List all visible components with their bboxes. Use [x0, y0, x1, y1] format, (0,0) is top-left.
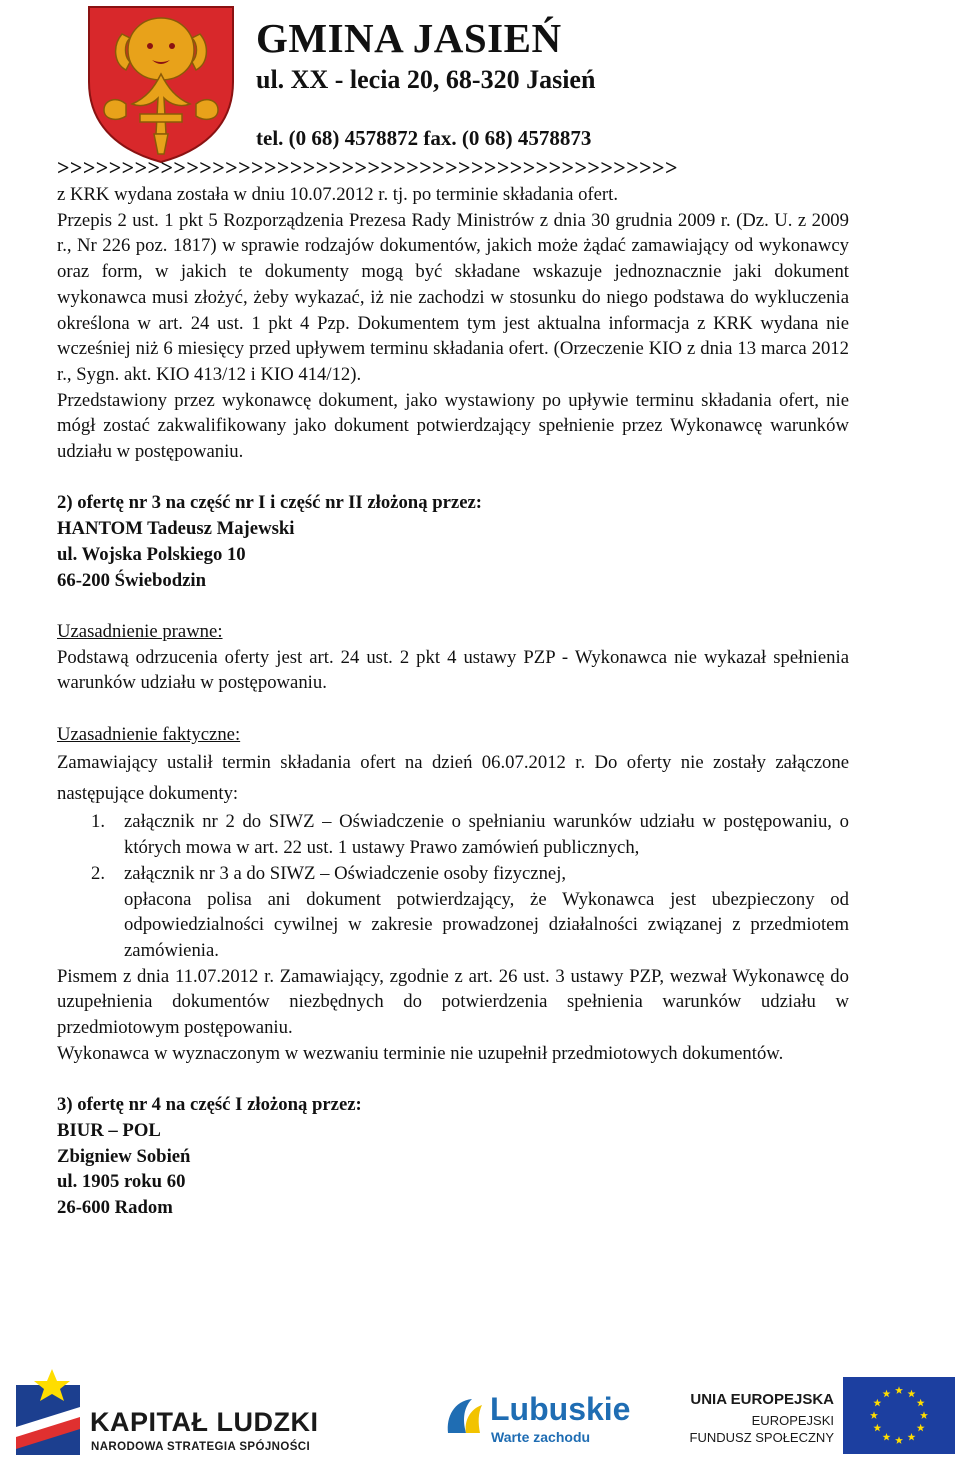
- missing-documents-list: [57, 809, 849, 886]
- offer-heading: 3) ofertę nr 4 na część I złożoną przez:: [57, 1094, 362, 1116]
- offer-line: ul. Wojska Polskiego 10: [57, 543, 246, 565]
- offer-line: 26-600 Radom: [57, 1196, 173, 1218]
- offer-line: 66-200 Świebodzin: [57, 569, 206, 591]
- document-body: [57, 182, 849, 1221]
- legal-basis-text: Podstawą odrzucenia oferty jest art. 24 ust. 2 pkt 4 ustawy PZP - Wykonawca nie wykazał spełnienia warunków udziału w postępowaniu.: [57, 646, 849, 694]
- legal-basis-heading: Uzasadnienie prawne:: [57, 620, 223, 642]
- kapital-ludzki-subtitle: NARODOWA STRATEGIA SPÓJNOŚCI: [91, 1441, 311, 1453]
- list-item: [57, 809, 849, 860]
- footer-logos: [0, 1355, 960, 1475]
- offer-heading: 2) ofertę nr 3 na część nr I i część nr II złożoną przez:: [57, 492, 483, 514]
- municipality-address: ul. XX - lecia 20, 68-320 Jasień: [256, 65, 596, 94]
- eu-fund-line2: FUNDUSZ SPOŁECZNY: [689, 1430, 834, 1445]
- lubuskie-title: Lubuskie: [490, 1391, 631, 1427]
- list-item-text: załącznik nr 3 a do SIWZ – Oświadczenie osoby fizycznej,: [124, 862, 567, 884]
- eu-fund-line1: EUROPEJSKI: [751, 1413, 834, 1428]
- paragraph: z KRK wydana została w dniu 10.07.2012 r. tj. po terminie składania ofert.: [57, 184, 619, 205]
- municipality-title: GMINA JASIEŃ: [256, 15, 562, 61]
- spacer: [57, 465, 849, 491]
- kapital-ludzki-star-icon: [12, 1367, 92, 1459]
- paragraph: Przepis 2 ust. 1 pkt 5 Rozporządzenia Prezesa Rady Ministrów z dnia 30 grudnia 2009 r. (Dz. U. z 2009 r., Nr 226 poz. 1817) w sprawie rodzajów dokumentów, jakich może żądać zamawiający od wykonawcy oraz form, w jakich te dokumenty mogą być składane wskazuje jednoznacznie jaki dokument wykonawca musi złożyć, żeby wykazać, iż nie zachodzi w stosunku do niego podstawa do wykluczenia określona w art. 24 ust. 1 pkt 4 Pzp. Dokumentem tym jest aktualna informacja z KRK wydana nie wcześniej niż 6 miesięcy przed upływem terminu składania ofert. (Orzeczenie KIO z dnia 13 marca 2012 r., Sygn. akt. KIO 413/12 i KIO 414/12).: [57, 209, 849, 385]
- factual-basis-text: Zamawiający ustalił termin składania ofert na dzień 06.07.2012 r. Do oferty nie zostały załączone następujące dokumenty:: [57, 752, 849, 805]
- eu-flag-icon: [843, 1377, 955, 1454]
- offer-line: BIUR – POL: [57, 1119, 161, 1141]
- lubuskie-subtitle: Warte zachodu: [491, 1429, 591, 1445]
- coat-of-arms-icon: [86, 4, 236, 164]
- list-item-number: 1.: [91, 811, 106, 833]
- municipality-contact: tel. (0 68) 4578872 fax. (0 68) 4578873: [256, 126, 592, 150]
- paragraph: Wykonawca w wyznaczonym w wezwaniu terminie nie uzupełnił przedmiotowych dokumentów.: [57, 1042, 784, 1064]
- offer-line: Zbigniew Sobień: [57, 1145, 191, 1167]
- eu-title: UNIA EUROPEJSKA: [690, 1391, 834, 1408]
- kapital-ludzki-title: KAPITAŁ LUDZKI: [90, 1407, 319, 1437]
- paragraph: Pismem z dnia 11.07.2012 r. Zamawiający, zgodnie z art. 26 ust. 3 ustawy PZP, wezwał Wykonawcę do uzupełnienia dokumentów niezbędnych do potwierdzenia spełnienia warunków udziału w przedmiotowym postępowaniu.: [57, 965, 849, 1039]
- lubuskie-icon: [444, 1395, 486, 1437]
- offer-line: ul. 1905 roku 60: [57, 1171, 186, 1193]
- factual-basis-heading: Uzasadnienie faktyczne:: [57, 723, 241, 745]
- header-separator: >>>>>>>>>>>>>>>>>>>>>>>>>>>>>>>>>>>>>>>>>>>>>>>>: [57, 155, 678, 180]
- spacer: [57, 593, 849, 619]
- paragraph: Przedstawiony przez wykonawcę dokument, jako wystawiony po upływie terminu składania ofert, nie mógł zostać zakwalifikowany jako dokument potwierdzający spełnienie przez Wykonawcę warunków udziału w postępowaniu.: [57, 389, 849, 463]
- spacer: [57, 1066, 849, 1092]
- offer-line: HANTOM Tadeusz Majewski: [57, 518, 295, 540]
- list-item: [57, 861, 849, 887]
- spacer: [57, 696, 849, 722]
- list-item-text: załącznik nr 2 do SIWZ – Oświadczenie o spełnianiu warunków udziału w postępowaniu, o których mowa w art. 22 ust. 1 ustawy Prawo zamówień publicznych,: [124, 811, 849, 859]
- list-item-number: 2.: [91, 862, 106, 884]
- list-continuation: opłacona polisa ani dokument potwierdzający, że Wykonawca jest ubezpieczony od odpowiedzialności cywilnej w zakresie prowadzonej działalności związanej z przedmiotem zamówienia.: [124, 888, 849, 961]
